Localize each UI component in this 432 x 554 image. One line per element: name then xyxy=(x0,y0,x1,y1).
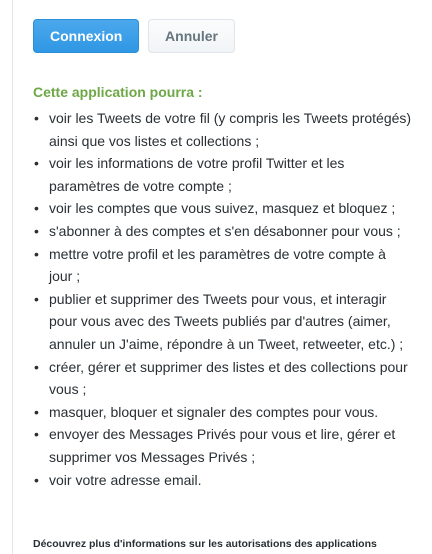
permission-item: • voir les comptes que vous suivez, masquez et bloquez ; xyxy=(33,197,413,220)
permission-item: • voir les informations de votre profil Twitter et les paramètres de votre compte ; xyxy=(33,152,413,197)
permission-item: • voir les Tweets de votre fil (y compris les Tweets protégés) ainsi que vos listes et collections ; xyxy=(33,107,413,152)
permission-item: • créer, gérer et supprimer des listes et des collections pour vous ; xyxy=(33,356,413,401)
authorization-panel xyxy=(12,0,432,554)
cancel-button[interactable]: Annuler xyxy=(148,19,235,53)
login-button[interactable]: Connexion xyxy=(33,19,139,53)
app-permissions-info-link[interactable]: Découvrez plus d'informations sur les autorisations des applications xyxy=(33,538,377,550)
permission-item: • mettre votre profil et les paramètres de votre compte à jour ; xyxy=(33,243,413,288)
permission-item: • envoyer des Messages Privés pour vous et lire, gérer et supprimer vos Messages Privés ; xyxy=(33,423,413,468)
permission-item: • publier et supprimer des Tweets pour vous, et interagir pour vous avec des Tweets publiés par d'autres (aimer, annuler un J'aime, répondre à un Tweet, retweeter, etc.) ; xyxy=(33,288,413,356)
permissions-title: Cette application pourra : xyxy=(33,84,203,100)
permission-item: • voir votre adresse email. xyxy=(33,469,413,492)
permissions-list xyxy=(33,107,413,491)
action-buttons xyxy=(33,19,235,53)
permission-item: • s'abonner à des comptes et s'en désabonner pour vous ; xyxy=(33,220,413,243)
permission-item: • masquer, bloquer et signaler des comptes pour vous. xyxy=(33,401,413,424)
